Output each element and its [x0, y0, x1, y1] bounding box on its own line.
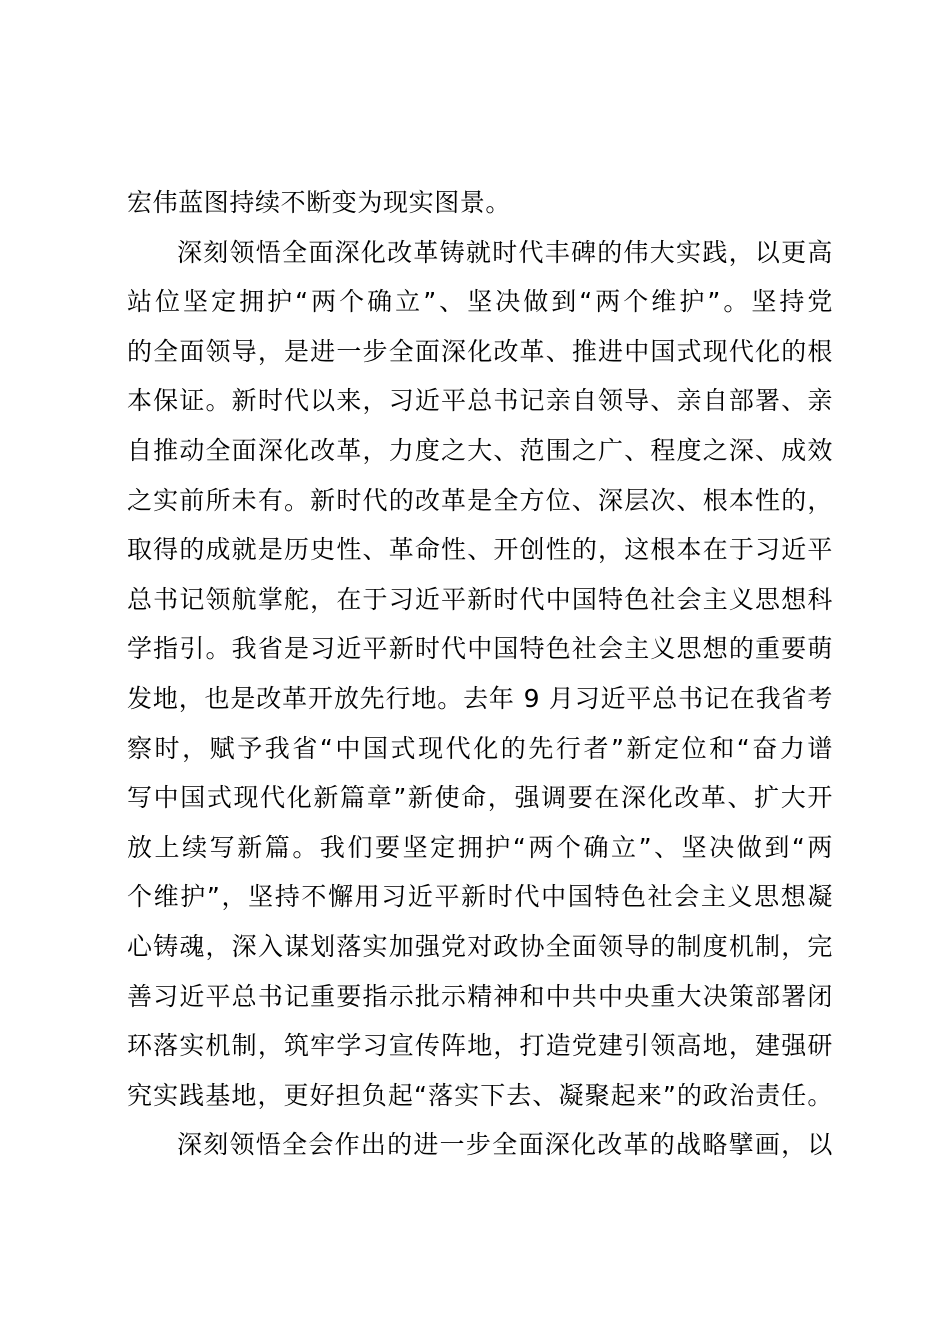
text-line: 的全面领导，是进一步全面深化改革、推进中国式现代化的根: [127, 336, 833, 366]
text-line: 个维护”，坚持不懈用习近平新时代中国特色社会主义思想凝: [127, 882, 833, 912]
text-line: 总书记领航掌舵，在于习近平新时代中国特色社会主义思想科: [127, 584, 833, 614]
text-line: 善习近平总书记重要指示批示精神和中共中央重大决策部署闭: [127, 981, 833, 1011]
text-line: 深刻领悟全会作出的进一步全面深化改革的战略擘画，以: [177, 1130, 833, 1160]
text-line: 发地，也是改革开放先行地。去年 9 月习近平总书记在我省考: [127, 683, 833, 713]
body-text: [127, 178, 833, 1170]
text-line: 写中国式现代化新篇章”新使命，强调要在深化改革、扩大开: [127, 783, 833, 813]
text-line: 站位坚定拥护“两个确立”、坚决做到“两个维护”。坚持党: [127, 287, 833, 317]
text-line: 察时，赋予我省“中国式现代化的先行者”新定位和“奋力谱: [127, 733, 833, 763]
text-line: 深刻领悟全面深化改革铸就时代丰碑的伟大实践，以更高: [177, 237, 833, 267]
text-line: 本保证。新时代以来，习近平总书记亲自领导、亲自部署、亲: [127, 386, 833, 416]
text-line: 环落实机制，筑牢学习宣传阵地，打造党建引领高地，建强研: [127, 1031, 833, 1061]
text-line: 自推动全面深化改革，力度之大、范围之广、程度之深、成效: [127, 435, 833, 465]
text-line: 之实前所未有。新时代的改革是全方位、深层次、根本性的，: [127, 485, 833, 515]
text-line: 究实践基地，更好担负起“落实下去、凝聚起来”的政治责任。: [127, 1080, 833, 1110]
text-line: 学指引。我省是习近平新时代中国特色社会主义思想的重要萌: [127, 634, 833, 664]
text-line: 宏伟蓝图持续不断变为现实图景。: [127, 188, 512, 217]
text-line: 心铸魂，深入谋划落实加强党对政协全面领导的制度机制，完: [127, 931, 833, 961]
text-line: 取得的成就是历史性、革命性、开创性的，这根本在于习近平: [127, 535, 833, 565]
text-line: 放上续写新篇。我们要坚定拥护“两个确立”、坚决做到“两: [127, 832, 833, 862]
